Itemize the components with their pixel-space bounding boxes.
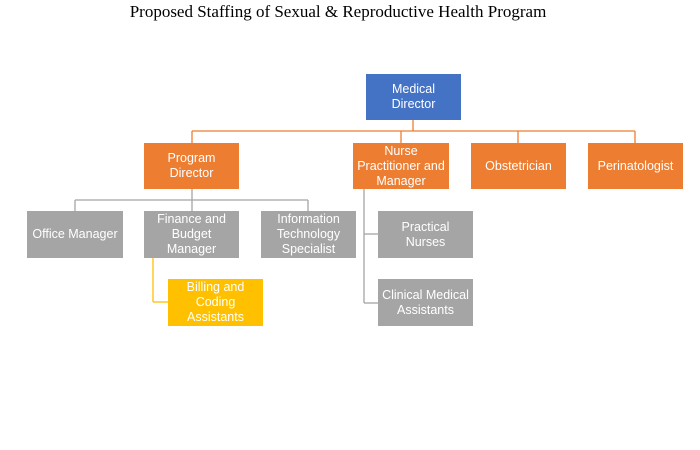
node-clinical-medical-assistants-label: Clinical Medical Assistants — [382, 287, 469, 317]
node-office-manager-label: Office Manager — [32, 227, 118, 241]
node-billing-coding-label: Billing and Coding Assistants — [186, 280, 245, 324]
node-finance-budget-manager-label: Finance and Budget Manager — [157, 212, 226, 256]
node-program-director[interactable] — [144, 143, 239, 189]
node-it-specialist[interactable] — [261, 211, 356, 258]
chart-title: Proposed Staffing of Sexual & Reproductive Health Program — [129, 2, 547, 21]
node-office-manager[interactable] — [27, 211, 123, 258]
node-nurse-practitioner[interactable] — [353, 143, 449, 189]
node-clinical-medical-assistants[interactable] — [378, 279, 473, 326]
node-finance-budget-manager[interactable] — [144, 211, 239, 258]
node-it-specialist-label: Information Technology Specialist — [276, 212, 341, 256]
node-perinatologist[interactable] — [588, 143, 683, 189]
node-obstetrician[interactable] — [471, 143, 566, 189]
node-medical-director-label: Medical Director — [391, 82, 436, 111]
node-perinatologist-label: Perinatologist — [597, 158, 674, 173]
node-billing-coding[interactable] — [168, 279, 263, 326]
node-medical-director[interactable] — [366, 74, 461, 120]
node-nurse-practitioner-label: Nurse Practitioner and Manager — [357, 143, 445, 188]
node-obstetrician-label: Obstetrician — [485, 158, 552, 173]
node-program-director-label: Program Director — [167, 151, 216, 180]
node-practical-nurses-label: Practical Nurses — [401, 219, 450, 249]
node-practical-nurses[interactable] — [378, 211, 473, 258]
